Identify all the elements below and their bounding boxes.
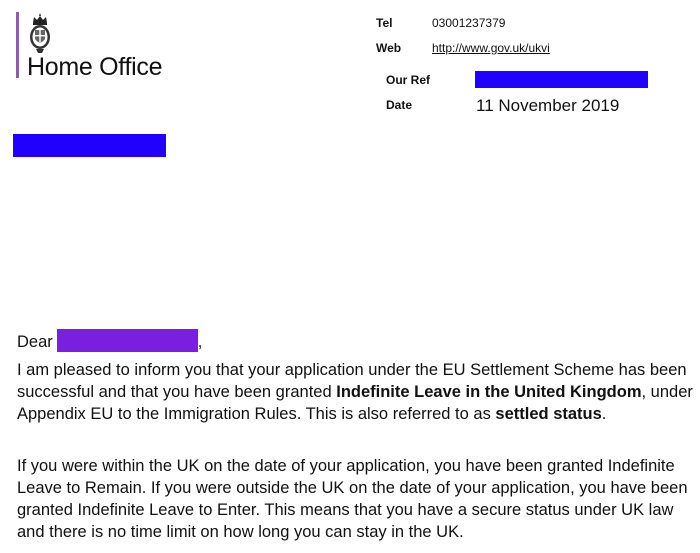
salutation-prefix: Dear bbox=[17, 333, 53, 351]
paragraph-leave-type: If you were within the UK on the date of your application, you have been granted Indefinite Leave to Remain. If you were outside the UK on the date of your application, you have been granted Indefinite Leave to Enter. This means that you have a secure status under UK law and there is no time limit on how long you can stay in the UK. bbox=[17, 457, 688, 541]
organisation-name: Home Office bbox=[27, 53, 163, 81]
tel-label: Tel bbox=[376, 16, 393, 30]
paragraph-grant bbox=[17, 359, 697, 425]
tel-value: 03001237379 bbox=[432, 16, 506, 30]
salutation bbox=[17, 329, 697, 353]
paragraph1-bold-leave: Indefinite Leave in the United Kingdom bbox=[336, 383, 642, 401]
paragraph1-text-3: . bbox=[601, 405, 607, 423]
date-label: Date bbox=[386, 98, 413, 112]
web-label: Web bbox=[376, 41, 402, 55]
our-ref-label: Our Ref bbox=[386, 73, 431, 87]
recipient-address-redaction bbox=[13, 134, 166, 157]
letterhead-accent-bar bbox=[16, 12, 19, 78]
salutation-suffix: , bbox=[197, 333, 203, 351]
our-ref-redaction bbox=[475, 71, 648, 88]
royal-coat-of-arms-icon bbox=[27, 12, 53, 54]
paragraph1-bold-status: settled status bbox=[495, 405, 602, 423]
date-value: 11 November 2019 bbox=[476, 96, 620, 115]
paragraph1-text-1: I am pleased to inform you that your application under the EU Settlement Scheme has been successful and that you have been granted bbox=[17, 361, 687, 401]
paragraph1-text-2: , under Appendix EU to the Immigration Rules. This is also referred to as bbox=[17, 383, 693, 423]
recipient-name-redaction bbox=[57, 329, 198, 352]
web-link[interactable]: http://www.gov.uk/ukvi bbox=[432, 41, 550, 55]
